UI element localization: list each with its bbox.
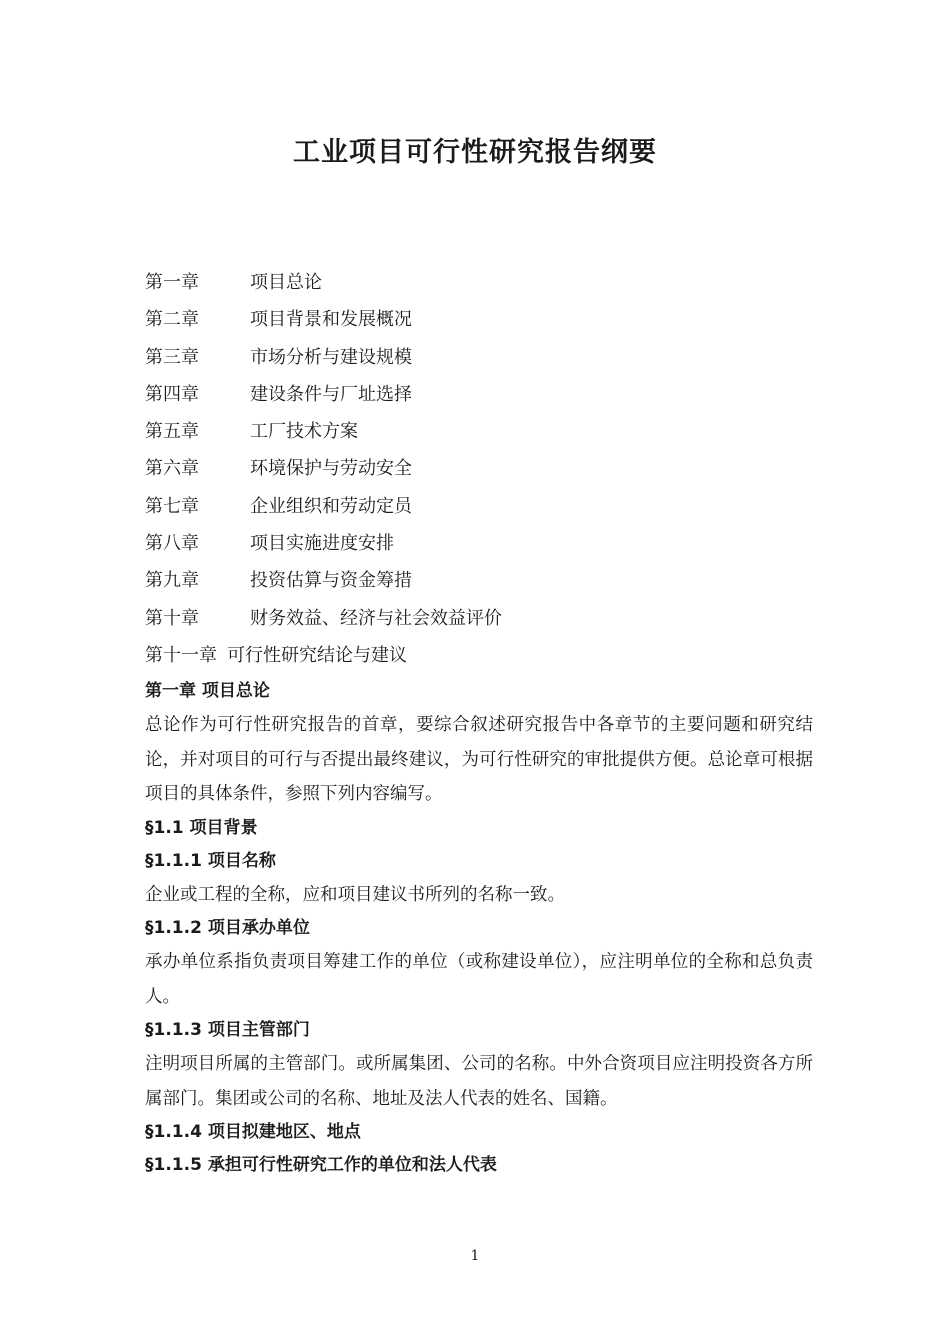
- toc-item: [145, 264, 825, 301]
- toc-chapter-number: 第十章: [145, 607, 199, 629]
- toc-chapter-number: 第八章: [145, 533, 199, 555]
- toc-chapter-title: 项目背景和发展概况: [250, 309, 412, 331]
- toc-chapter-title: 环境保护与劳动安全: [250, 458, 412, 480]
- toc-chapter-title: 市场分析与建设规模: [250, 346, 412, 368]
- toc-chapter-number: 第一章: [145, 272, 199, 293]
- subsection-heading: §1.1.4 项目拟建地区、地点: [145, 1122, 361, 1142]
- page-number: 1: [470, 1248, 480, 1264]
- toc-chapter-number: 第五章: [145, 421, 199, 443]
- toc-item: [145, 488, 825, 525]
- subsection-paragraph: 注明项目所属的主管部门。或所属集团、公司的名称。中外合资项目应注明投资各方所属部门。集团或公司的名称、地址及法人代表的姓名、国籍。: [145, 1054, 813, 1109]
- subsection-heading: §1.1.1 项目名称: [145, 850, 276, 871]
- toc-item: [145, 339, 825, 376]
- toc-chapter-title: 项目实施进度安排: [250, 533, 394, 555]
- subsection-paragraph: 承办单位系指负责项目筹建工作的单位（或称建设单位），应注明单位的全称和总负责人。: [145, 952, 813, 1007]
- section-heading: §1.1 项目背景: [145, 817, 258, 838]
- toc-chapter-title: 工厂技术方案: [250, 421, 358, 443]
- toc-item: [145, 413, 825, 450]
- subsection-heading: §1.1.2 项目承办单位: [145, 918, 310, 938]
- toc-chapter-number: 第六章: [145, 458, 199, 480]
- toc-chapter-number: 第十一章: [145, 644, 217, 666]
- document-title: 工业项目可行性研究报告纲要: [293, 137, 657, 168]
- toc-chapter-number: 第三章: [145, 346, 199, 368]
- toc-item: [145, 376, 825, 413]
- toc-item: [145, 450, 825, 487]
- toc-item: [145, 600, 825, 637]
- toc-chapter-title: 建设条件与厂址选择: [250, 383, 412, 405]
- toc-item: [145, 637, 825, 674]
- toc-chapter-number: 第二章: [145, 309, 199, 331]
- subsection-heading: §1.1.5 承担可行性研究工作的单位和法人代表: [145, 1155, 497, 1175]
- document-body: [145, 675, 813, 1182]
- toc-item: [145, 525, 825, 562]
- toc-chapter-number: 第九章: [145, 570, 199, 592]
- table-of-contents: [145, 264, 825, 674]
- subsection-heading: §1.1.3 项目主管部门: [145, 1020, 310, 1040]
- toc-chapter-number: 第七章: [145, 495, 199, 517]
- toc-item: [145, 301, 825, 338]
- toc-item: [145, 562, 825, 599]
- toc-chapter-title: 投资估算与资金筹措: [250, 570, 412, 592]
- toc-chapter-number: 第四章: [145, 383, 199, 405]
- subsection-paragraph: 企业或工程的全称，应和项目建议书所列的名称一致。: [145, 884, 565, 905]
- toc-chapter-title: 项目总论: [250, 272, 322, 293]
- toc-chapter-title: 企业组织和劳动定员: [250, 495, 412, 517]
- chapter-heading: 第一章 项目总论: [145, 681, 270, 701]
- toc-chapter-title: 可行性研究结论与建议: [227, 644, 407, 666]
- chapter-intro-paragraph: 总论作为可行性研究报告的首章，要综合叙述研究报告中各章节的主要问题和研究结论，并对项目的可行与否提出最终建议，为可行性研究的审批提供方便。总论章可根据项目的具体条件，参照下列内容编写。: [145, 715, 813, 804]
- toc-chapter-title: 财务效益、经济与社会效益评价: [250, 607, 502, 629]
